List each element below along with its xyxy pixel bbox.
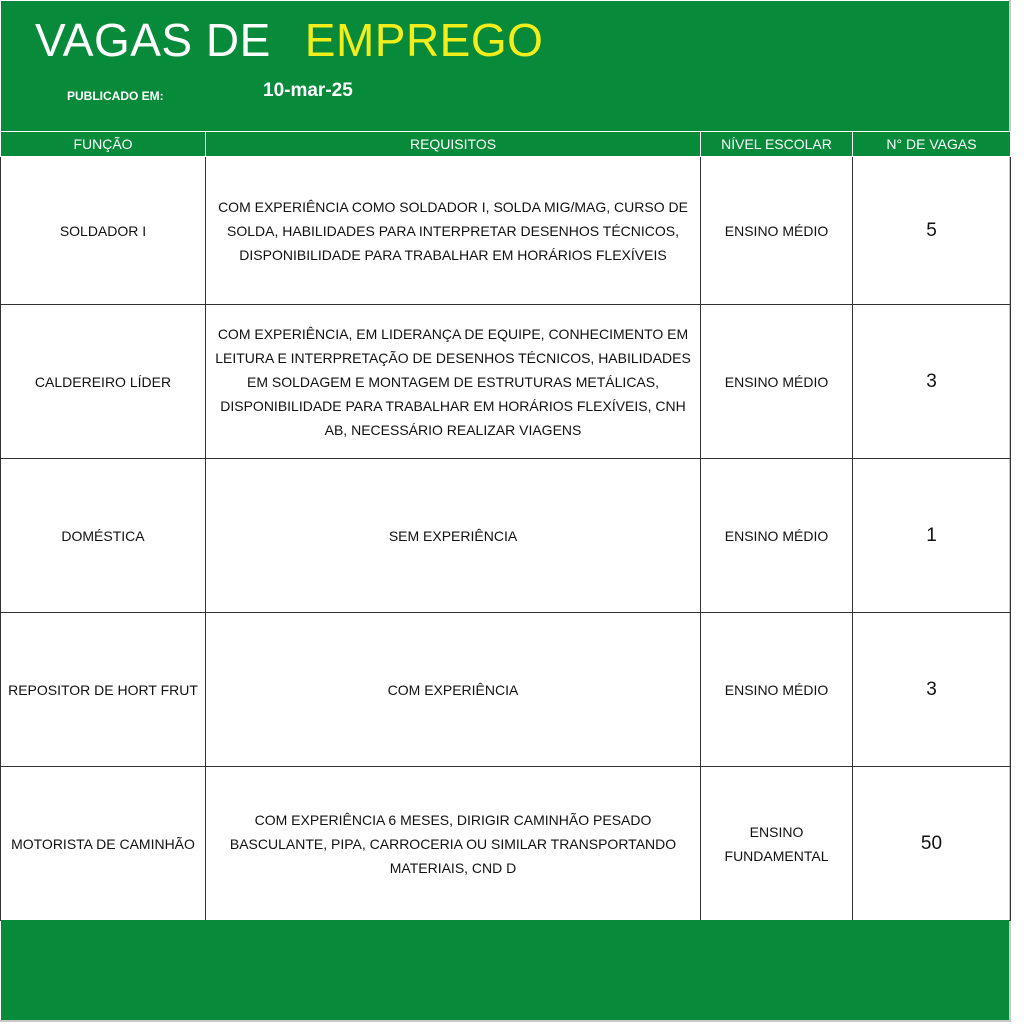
cell-vagas: 50 [853,767,1011,921]
jobs-table [0,131,1011,921]
cell-nivel: ENSINO MÉDIO [701,157,853,305]
cell-requisitos: COM EXPERIÊNCIA 6 MESES, DIRIGIR CAMINHÃO PESADO BASCULANTE, PIPA, CARROCERIA OU SIMILAR TRANSPORTANDO MATERIAIS, CND D [206,767,701,921]
cell-requisitos: COM EXPERIÊNCIA COMO SOLDADOR I, SOLDA MIG/MAG, CURSO DE SOLDA, HABILIDADES PARA INTERPRETAR DESENHOS TÉCNICOS, DISPONIBILIDADE PARA TRABALHAR EM HORÁRIOS FLEXÍVEIS [206,157,701,305]
cell-funcao: CALDEREIRO LÍDER [1,305,206,459]
column-header-requisitos: REQUISITOS [206,132,701,157]
header-banner [1,1,1009,132]
cell-nivel: ENSINO MÉDIO [701,305,853,459]
cell-nivel: ENSINO FUNDAMENTAL [701,767,853,921]
column-header-funcao: FUNÇÃO [1,132,206,157]
cell-vagas: 3 [853,305,1011,459]
table-row [1,459,1011,613]
cell-requisitos: COM EXPERIÊNCIA [206,613,701,767]
cell-vagas: 1 [853,459,1011,613]
table-header-row [1,132,1011,157]
cell-funcao: SOLDADOR I [1,157,206,305]
table-row [1,767,1011,921]
footer-banner [1,920,1009,1020]
column-header-nivel: NÍVEL ESCOLAR [701,132,853,157]
published-date: 10-mar-25 [263,80,353,101]
cell-requisitos: SEM EXPERIÊNCIA [206,459,701,613]
title-part-1: VAGAS DE [35,14,271,66]
cell-funcao: REPOSITOR DE HORT FRUT [1,613,206,767]
cell-nivel: ENSINO MÉDIO [701,459,853,613]
table-row [1,157,1011,305]
column-header-vagas: N° DE VAGAS [853,132,1011,157]
cell-requisitos: COM EXPERIÊNCIA, EM LIDERANÇA DE EQUIPE, CONHECIMENTO EM LEITURA E INTERPRETAÇÃO DE DESENHOS TÉCNICOS, HABILIDADES EM SOLDAGEM E MONTAGEM DE ESTRUTURAS METÁLICAS, DISPONIBILIDADE PARA TRABALHAR EM HORÁRIOS FLEXÍVEIS, CNH AB, NECESSÁRIO REALIZAR VIAGENS [206,305,701,459]
table-row [1,305,1011,459]
cell-funcao: MOTORISTA DE CAMINHÃO [1,767,206,921]
cell-nivel: ENSINO MÉDIO [701,613,853,767]
cell-vagas: 5 [853,157,1011,305]
published-label: PUBLICADO EM: [67,89,164,103]
cell-vagas: 3 [853,613,1011,767]
page-title [35,15,543,66]
table-row [1,613,1011,767]
title-part-2: EMPREGO [304,14,544,66]
cell-funcao: DOMÉSTICA [1,459,206,613]
